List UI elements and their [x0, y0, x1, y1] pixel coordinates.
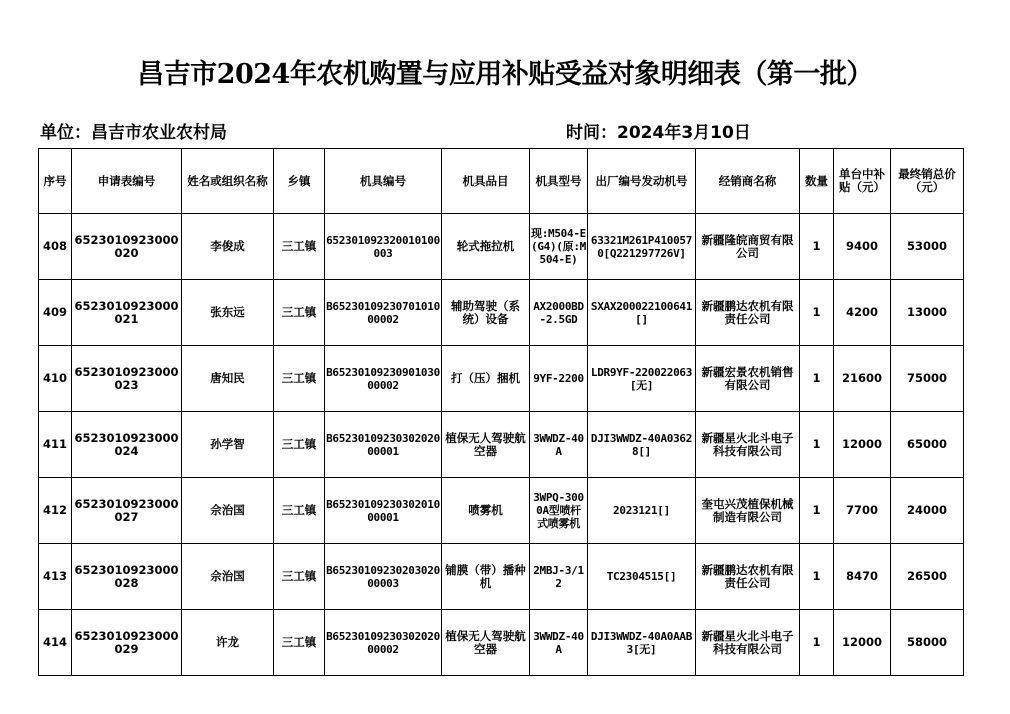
machine-model-cell: 3WWDZ-40A: [530, 412, 588, 478]
total-price-cell: 13000: [891, 280, 964, 346]
machine-category-cell: 轮式拖拉机: [442, 214, 530, 280]
application-number-cell: 6523010923000023: [72, 346, 182, 412]
serial-cell: 412: [39, 478, 72, 544]
factory-engine-number-cell: TC2304515[]: [588, 544, 696, 610]
factory-engine-number-cell: LDR9YF-220022063[无]: [588, 346, 696, 412]
table-row: [39, 610, 964, 676]
machine-number-cell: B6523010923030202000001: [325, 412, 442, 478]
applicant-name-cell: 佘治国: [182, 478, 274, 544]
serial-cell: 409: [39, 280, 72, 346]
serial-cell: 413: [39, 544, 72, 610]
header-row: [39, 149, 964, 214]
quantity-cell: 1: [800, 214, 834, 280]
quantity-cell: 1: [800, 478, 834, 544]
township-cell: 三工镇: [274, 346, 325, 412]
machine-model-cell: 2MBJ-3/12: [530, 544, 588, 610]
table-row: [39, 346, 964, 412]
machine-category-cell: 喷雾机: [442, 478, 530, 544]
machine-number-cell: B6523010923020302000003: [325, 544, 442, 610]
applicant-name-cell: 佘治国: [182, 544, 274, 610]
subsidy-cell: 9400: [834, 214, 891, 280]
machine-number-cell: B6523010923030201000001: [325, 478, 442, 544]
serial-cell: 414: [39, 610, 72, 676]
machine-model-cell: 现:M504-E(G4)(原:M504-E): [530, 214, 588, 280]
township-cell: 三工镇: [274, 478, 325, 544]
machine-number-cell: B6523010923070101000002: [325, 280, 442, 346]
subsidy-cell: 7700: [834, 478, 891, 544]
serial-cell: 411: [39, 412, 72, 478]
total-price-cell: 58000: [891, 610, 964, 676]
applicant-name-cell: 孙学智: [182, 412, 274, 478]
quantity-cell: 1: [800, 610, 834, 676]
application-number-cell: 6523010923000029: [72, 610, 182, 676]
quantity-cell: 1: [800, 412, 834, 478]
township-cell: 三工镇: [274, 544, 325, 610]
quantity-cell: 1: [800, 280, 834, 346]
dealer-name-cell: 新疆鹏达农机有限责任公司: [696, 280, 800, 346]
header-cell: 姓名或组织名称: [182, 149, 274, 214]
serial-cell: 410: [39, 346, 72, 412]
quantity-cell: 1: [800, 346, 834, 412]
header-cell: 机具型号: [530, 149, 588, 214]
township-cell: 三工镇: [274, 280, 325, 346]
serial-cell: 408: [39, 214, 72, 280]
header-cell: 经销商名称: [696, 149, 800, 214]
application-number-cell: 6523010923000024: [72, 412, 182, 478]
township-cell: 三工镇: [274, 214, 325, 280]
applicant-name-cell: 唐知民: [182, 346, 274, 412]
machine-category-cell: 铺膜（带）播种机: [442, 544, 530, 610]
document-title: 昌吉市2024年农机购置与应用补贴受益对象明细表（第一批）: [137, 59, 873, 90]
header-cell: 单台中补贴（元）: [834, 149, 891, 214]
total-price-cell: 24000: [891, 478, 964, 544]
application-number-cell: 6523010923000020: [72, 214, 182, 280]
machine-category-cell: 植保无人驾驶航空器: [442, 610, 530, 676]
total-price-cell: 75000: [891, 346, 964, 412]
header-cell: 机具品目: [442, 149, 530, 214]
total-price-cell: 53000: [891, 214, 964, 280]
subsidy-table: [38, 148, 964, 676]
dealer-name-cell: 新疆星火北斗电子科技有限公司: [696, 412, 800, 478]
quantity-cell: 1: [800, 544, 834, 610]
total-price-cell: 65000: [891, 412, 964, 478]
applicant-name-cell: 许龙: [182, 610, 274, 676]
dealer-name-cell: 新疆鹏达农机有限责任公司: [696, 544, 800, 610]
machine-model-cell: 9YF-2200: [530, 346, 588, 412]
dealer-name-cell: 新疆星火北斗电子科技有限公司: [696, 610, 800, 676]
applicant-name-cell: 李俊成: [182, 214, 274, 280]
factory-engine-number-cell: SXAX200022100641[]: [588, 280, 696, 346]
machine-category-cell: 植保无人驾驶航空器: [442, 412, 530, 478]
header-cell: 申请表编号: [72, 149, 182, 214]
machine-model-cell: AX2000BD-2.5GD: [530, 280, 588, 346]
table-row: [39, 214, 964, 280]
machine-number-cell: 652301092320010100003: [325, 214, 442, 280]
applicant-name-cell: 张东远: [182, 280, 274, 346]
header-cell: 出厂编号发动机号: [588, 149, 696, 214]
township-cell: 三工镇: [274, 412, 325, 478]
dealer-name-cell: 奎屯兴茂植保机械制造有限公司: [696, 478, 800, 544]
application-number-cell: 6523010923000021: [72, 280, 182, 346]
application-number-cell: 6523010923000027: [72, 478, 182, 544]
machine-category-cell: 打（压）捆机: [442, 346, 530, 412]
table-row: [39, 280, 964, 346]
header-cell: 机具编号: [325, 149, 442, 214]
factory-engine-number-cell: 63321M261P4100570[Q221297726V]: [588, 214, 696, 280]
header-cell: 乡镇: [274, 149, 325, 214]
table-row: [39, 412, 964, 478]
table-row: [39, 478, 964, 544]
township-cell: 三工镇: [274, 610, 325, 676]
unit-line: 单位：昌吉市农业农村局: [40, 123, 227, 143]
subsidy-cell: 12000: [834, 610, 891, 676]
machine-model-cell: 3WWDZ-40A: [530, 610, 588, 676]
factory-engine-number-cell: 2023121[]: [588, 478, 696, 544]
subsidy-cell: 21600: [834, 346, 891, 412]
date-line: 时间：2024年3月10日: [566, 123, 751, 143]
header-cell: 数量: [800, 149, 834, 214]
subsidy-cell: 4200: [834, 280, 891, 346]
total-price-cell: 26500: [891, 544, 964, 610]
application-number-cell: 6523010923000028: [72, 544, 182, 610]
header-cell: 序号: [39, 149, 72, 214]
dealer-name-cell: 新疆隆皖商贸有限公司: [696, 214, 800, 280]
machine-category-cell: 辅助驾驶（系统）设备: [442, 280, 530, 346]
subsidy-cell: 12000: [834, 412, 891, 478]
machine-number-cell: B6523010923030202000002: [325, 610, 442, 676]
factory-engine-number-cell: DJI3WWDZ-40A03628[]: [588, 412, 696, 478]
table-row: [39, 544, 964, 610]
subsidy-cell: 8470: [834, 544, 891, 610]
factory-engine-number-cell: DJI3WWDZ-40A0AAB3[无]: [588, 610, 696, 676]
dealer-name-cell: 新疆宏景农机销售有限公司: [696, 346, 800, 412]
header-cell: 最终销总价（元）: [891, 149, 964, 214]
machine-model-cell: 3WPQ-3000A型喷杆式喷雾机: [530, 478, 588, 544]
machine-number-cell: B6523010923090103000002: [325, 346, 442, 412]
